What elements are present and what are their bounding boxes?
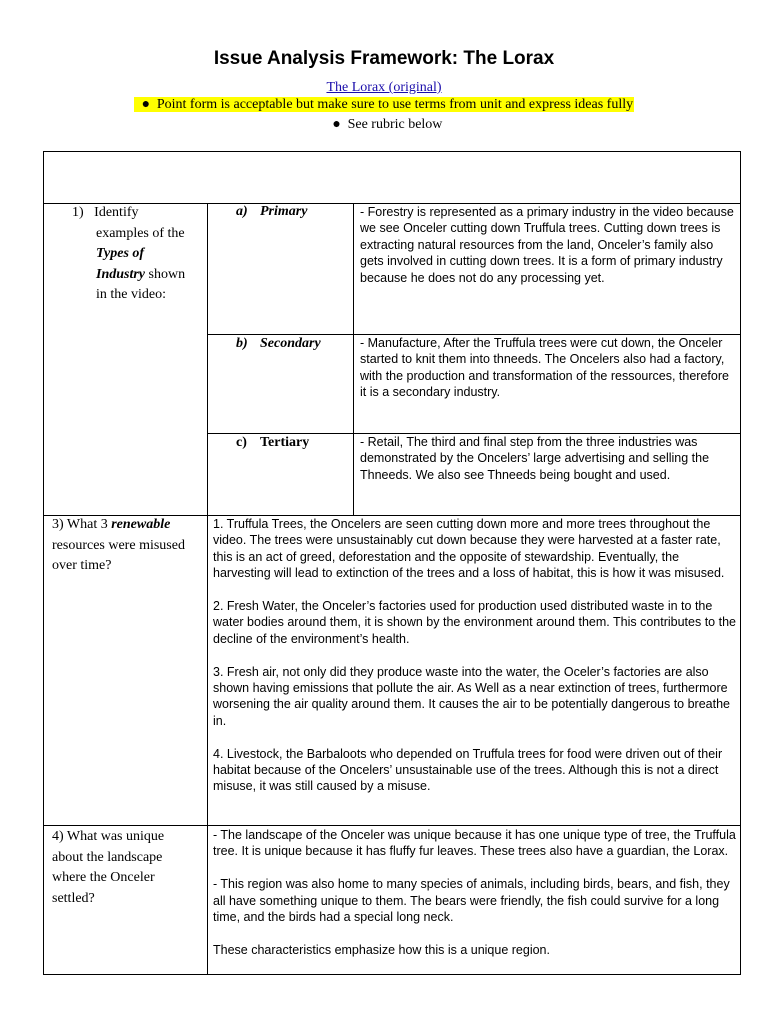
table-divider <box>207 203 208 975</box>
answer-paragraph: 3. Fresh air, not only did they produce waste into the water, the Oceler’s factories are also shown having emissions that pollute the air. As Well as a near extinction of trees, furthermore worsening the air quality around them. It causes the air to be potentially dangerous to breathe in. <box>213 664 730 728</box>
question-4 <box>52 827 204 909</box>
instruction-highlight <box>134 97 634 112</box>
question-1 <box>52 203 202 306</box>
bullet-icon: ● <box>141 97 151 112</box>
lorax-video-link[interactable]: The Lorax (original) <box>326 80 442 95</box>
question-4-line: about the landscape <box>52 849 163 865</box>
answer-paragraph: - This region was also home to many species of animals, including birds, bears, and fish, they all have something unique to them. The bears were friendly, the fish could survive for a long time, and the birds had a special long neck. <box>213 877 730 925</box>
answer-paragraph: 4. Livestock, the Barbaloots who depended on Truffula trees for food were driven out of their habitat because of the Oncelers’ unsustainable use of the trees. Although this is not a direct misuse, it was still caused by a misuse. <box>213 746 723 794</box>
answer-paragraph: These characteristics emphasize how this is a unique region. <box>213 942 550 957</box>
question-4-line: settled? <box>52 890 95 906</box>
instruction-text: Point form is acceptable but make sure to use terms from unit and express ideas fully <box>156 97 634 112</box>
question-3-line: resources were misused <box>52 537 185 553</box>
bullet-icon: ● <box>332 117 341 132</box>
industry-answer-secondary: - Manufacture, After the Truffula trees were cut down, the Onceler started to knit them into thneeds. The Oncelers also had a factory, with the production and transformation of the ressources, therefore it is a secondary industry. <box>360 336 729 400</box>
question-3-line: 3) What 3 renewable <box>52 517 171 532</box>
industry-label-primary: a) Primary <box>236 204 308 219</box>
question-3-line: over time? <box>52 558 112 573</box>
page-title: Issue Analysis Framework: The Lorax <box>213 48 555 69</box>
question-1-line: examples of the <box>96 225 185 241</box>
question-3 <box>52 515 204 577</box>
table-border-right <box>740 151 741 975</box>
question-1-line: 1) Identify <box>72 205 139 220</box>
table-divider <box>43 825 741 826</box>
question-1-line: in the video: <box>96 287 166 302</box>
rubric-note: See rubric below <box>347 117 443 132</box>
table-border-left <box>43 151 44 975</box>
table-border-top <box>43 151 741 152</box>
question-1-line: Industry shown <box>96 266 186 282</box>
answer-paragraph: - The landscape of the Onceler was unique because it has one unique type of tree, the Truffula tree. It is unique because it has fluffy fur leaves. These trees also have a guardian, the Lorax. <box>213 828 736 859</box>
table-border-bottom <box>43 974 741 975</box>
question-3-answer <box>213 516 737 795</box>
industry-label-secondary: b) Secondary <box>236 336 321 351</box>
industry-label-tertiary: c) Tertiary <box>236 435 310 450</box>
question-4-answer <box>213 827 737 958</box>
answer-paragraph: 1. Truffula Trees, the Oncelers are seen cutting down more and more trees throughout the video. The trees were unsustainably cut down because they were harvested at a faster rate, this is an act of greed, deforestation and the opposite of stewardship. Eventually, the harvesting will lead to extinction of the trees and a loss of habitat, this is how it was misused. <box>213 517 725 581</box>
rubric-line <box>0 117 768 133</box>
table-divider <box>353 203 354 516</box>
question-4-line: where the Onceler <box>52 870 155 885</box>
question-4-line: 4) What was unique <box>52 829 165 844</box>
industry-answer-tertiary: - Retail, The third and final step from the three industries was demonstrated by the Oncelers’ large advertising and selling the Thneeds. We also see Thneeds being bought and used. <box>360 435 710 482</box>
industry-answer-primary: - Forestry is represented as a primary industry in the video because we see Onceler cutting down Truffula trees. Cutting down trees is extracting natural resources from the land, Onceler’s family also gets involved in cutting down trees. It is a form of primary industry because he does not do any processing yet. <box>360 205 734 285</box>
question-1-line: Types of <box>96 246 145 261</box>
answer-paragraph: 2. Fresh Water, the Onceler’s factories used for production used distributed waste in to the water bodies around them, it is shown by the environment around them. This contributes to the decline of the environment’s health. <box>213 599 736 646</box>
instruction-line <box>0 97 768 113</box>
